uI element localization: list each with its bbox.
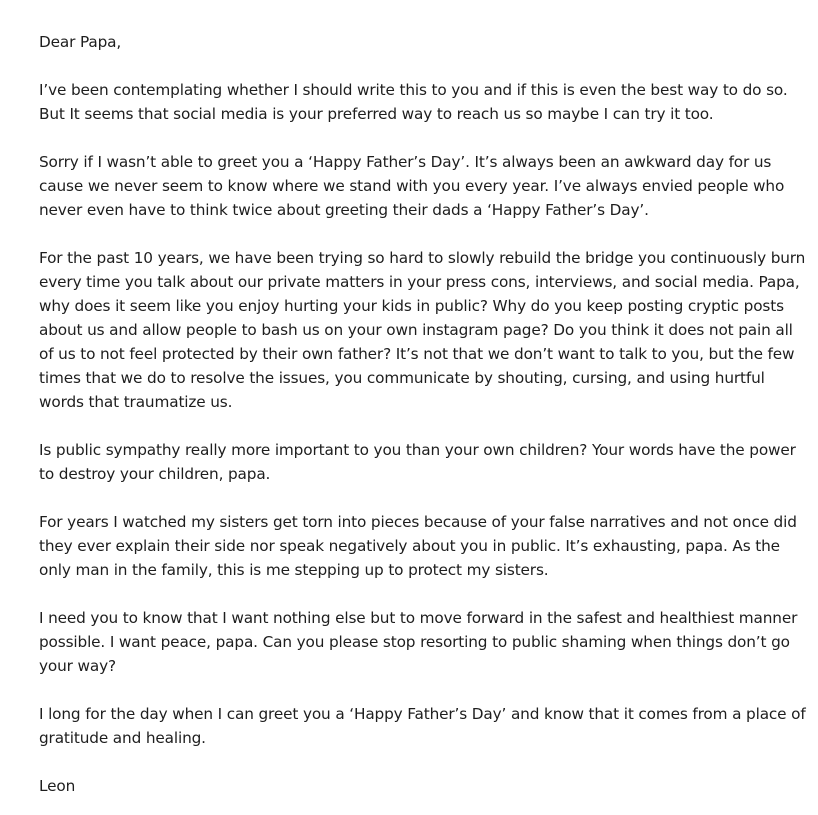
letter-paragraph-5: For years I watched my sisters get torn into pieces because of your false narratives and not once did they ever explain their side nor speak negatively about you in public. It’s exhausting, papa. As the only man in the family, this is me stepping up to protect my sisters. (39, 513, 797, 579)
letter-paragraph-2: Sorry if I wasn’t able to greet you a ‘Happy Father’s Day’. It’s always been an awkward day for us cause we never seem to know where we stand with you every year. I’ve always envied people who never even have to think twice about greeting their dads a ‘Happy Father’s Day’. (39, 153, 785, 219)
letter-paragraph-4: Is public sympathy really more important to you than your own children? Your words have the power to destroy your children, papa. (39, 441, 796, 483)
letter-paragraph-6: I need you to know that I want nothing else but to move forward in the safest and healthiest manner possible. I want peace, papa. Can you please stop resorting to public shaming when things don’t go your way? (39, 609, 798, 675)
letter-paragraph-3: For the past 10 years, we have been trying so hard to slowly rebuild the bridge you continuously burn every time you talk about our private matters in your press cons, interviews, and social media. Papa, why does it seem like you enjoy hurting your kids in public? Why do you keep posting cryptic posts about us and allow people to bash us on your own instagram page? Do you think it does not pain all of us to not feel protected by their own father? It’s not that we don’t want to talk to you, but the few times that we do to resolve the issues, you communicate by shouting, cursing, and using hurtful words that traumatize us. (39, 249, 806, 411)
letter-signature: Leon (39, 777, 76, 795)
letter-paragraph-7: I long for the day when I can greet you a ‘Happy Father’s Day’ and know that it comes from a place of gratitude and healing. (39, 705, 806, 747)
letter-paragraph-1: I’ve been contemplating whether I should write this to you and if this is even the best way to do so. But It seems that social media is your preferred way to reach us so maybe I can try it too. (39, 81, 788, 123)
letter-salutation: Dear Papa, (39, 33, 122, 51)
letter-body (39, 30, 809, 798)
